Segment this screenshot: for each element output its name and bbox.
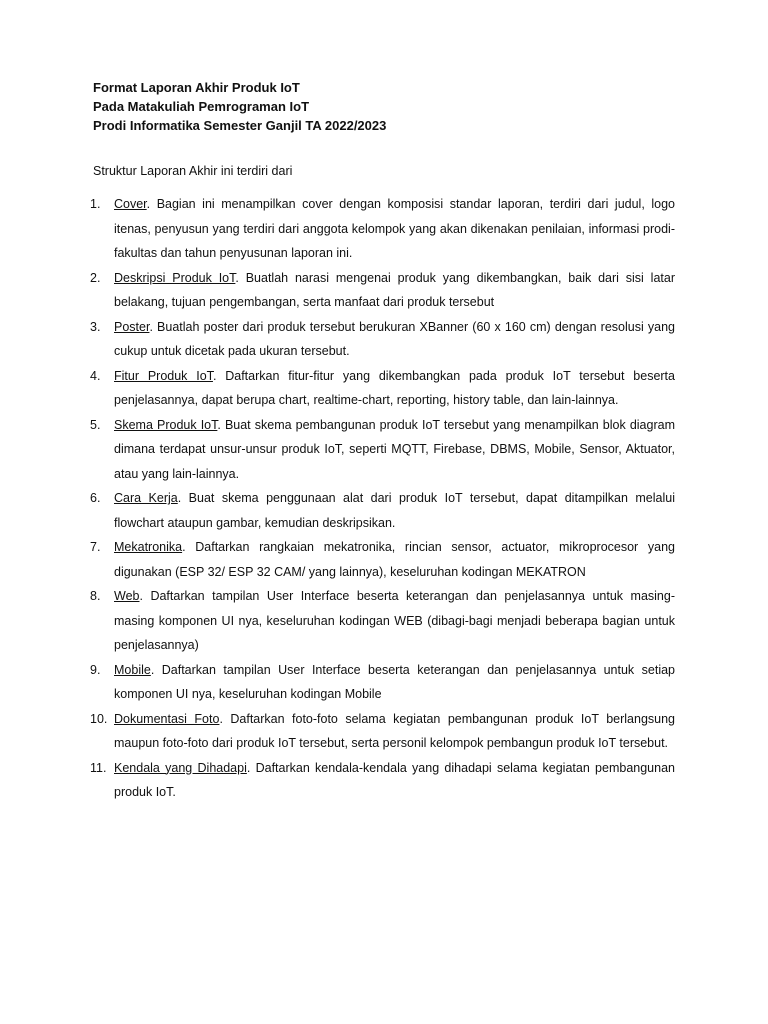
list-item-description: . Daftarkan tampilan User Interface beserta keterangan dan penjelasannya untuk masing-masing komponen UI nya, keseluruhan kodingan WEB (dibagi-bagi menjadi beberapa bagian untuk penjelasannya)	[114, 589, 675, 652]
list-item-term: Mekatronika	[114, 540, 183, 554]
list-item-description: . Buatlah narasi mengenai produk yang dikembangkan, baik dari sisi latar belakang, tujuan pengembangan, serta manfaat dari produk tersebut	[114, 270, 675, 309]
list-item-term: Dokumentasi Foto	[114, 711, 220, 726]
list-item-description: . Daftarkan fitur-fitur yang dikembangkan pada produk IoT tersebut beserta penjelasannya, dapat berupa chart, realtime-chart, reporting, history table, dan lain-lainnya.	[114, 368, 675, 407]
list-item	[90, 315, 675, 364]
list-item-description: . Buat skema penggunaan alat dari produk IoT tersebut, dapat ditampilkan melalui flowchart ataupun gambar, kemudian deskripsikan.	[114, 491, 675, 530]
list-item-number: 2.	[90, 270, 101, 285]
list-item	[90, 535, 675, 584]
list-item-description: . Bagian ini menampilkan cover dengan komposisi standar laporan, terdiri dari judul, logo itenas, penyusun yang terdiri dari anggota kelompok yang akan dikenakan penilaian, informasi prodi-fakultas dan tahun penyusunan laporan ini.	[114, 197, 675, 260]
list-item-term: Kendala yang Dihadapi	[114, 760, 247, 775]
list-item-term: Poster	[114, 319, 150, 334]
intro-text: Struktur Laporan Akhir ini terdiri dari	[93, 164, 293, 178]
list-item-description: . Daftarkan tampilan User Interface beserta keterangan dan penjelasannya untuk setiap komponen UI nya, keseluruhan kodingan Mobile	[114, 662, 675, 701]
list-item	[90, 486, 675, 535]
course-subtitle: Pada Matakuliah Pemrograman IoT	[93, 99, 310, 114]
report-structure-list	[90, 192, 675, 805]
list-item	[90, 364, 675, 413]
program-subtitle: Prodi Informatika Semester Ganjil TA 2022/2023	[93, 118, 387, 133]
list-item-term: Fitur Produk IoT	[114, 368, 213, 383]
list-item-number: 3.	[90, 319, 101, 334]
list-item-term: Web	[114, 589, 140, 603]
list-item	[90, 658, 675, 707]
list-item-number: 8.	[90, 589, 101, 603]
list-item-description: . Daftarkan kendala-kendala yang dihadapi selama kegiatan pembangunan produk IoT.	[114, 760, 675, 799]
list-item	[90, 707, 675, 756]
list-item-number: 10.	[90, 711, 108, 726]
list-item-number: 11.	[90, 760, 107, 775]
list-item-description: . Buat skema pembangunan produk IoT tersebut yang menampilkan blok diagram dimana terdapat unsur-unsur produk IoT, seperti MQTT, Firebase, DBMS, Mobile, Sensor, Aktuator, atau yang lain-lainnya.	[114, 417, 675, 481]
list-item-number: 6.	[90, 491, 101, 505]
document-header	[93, 78, 693, 135]
list-item	[90, 584, 675, 658]
list-item-number: 1.	[90, 197, 101, 211]
list-item	[90, 192, 675, 266]
list-item-term: Skema Produk IoT	[114, 417, 218, 432]
list-item	[90, 413, 675, 487]
list-item-number: 9.	[90, 662, 101, 677]
list-item	[90, 756, 675, 805]
list-item-description: . Daftarkan rangkaian mekatronika, rincian sensor, actuator, mikroprocesor yang digunakan (ESP 32/ ESP 32 CAM/ yang lainnya), keseluruhan kodingan MEKATRON	[114, 540, 675, 579]
list-item-number: 4.	[90, 368, 101, 383]
list-item	[90, 266, 675, 315]
list-item-number: 5.	[90, 417, 101, 432]
list-item-term: Deskripsi Produk IoT	[114, 270, 236, 285]
document-title: Format Laporan Akhir Produk IoT	[93, 80, 300, 95]
list-item-term: Cover	[114, 197, 147, 211]
list-item-number: 7.	[90, 540, 101, 554]
list-item-term: Cara Kerja	[114, 491, 178, 505]
list-item-description: . Daftarkan foto-foto selama kegiatan pembangunan produk IoT berlangsung maupun foto-foto dari produk IoT tersebut, serta personil kelompok pembangun produk IoT tersebut.	[114, 711, 675, 750]
list-item-term: Mobile	[114, 662, 151, 677]
list-item-description: . Buatlah poster dari produk tersebut berukuran XBanner (60 x 160 cm) dengan resolusi yang cukup untuk dicetak pada ukuran tersebut.	[114, 319, 675, 358]
